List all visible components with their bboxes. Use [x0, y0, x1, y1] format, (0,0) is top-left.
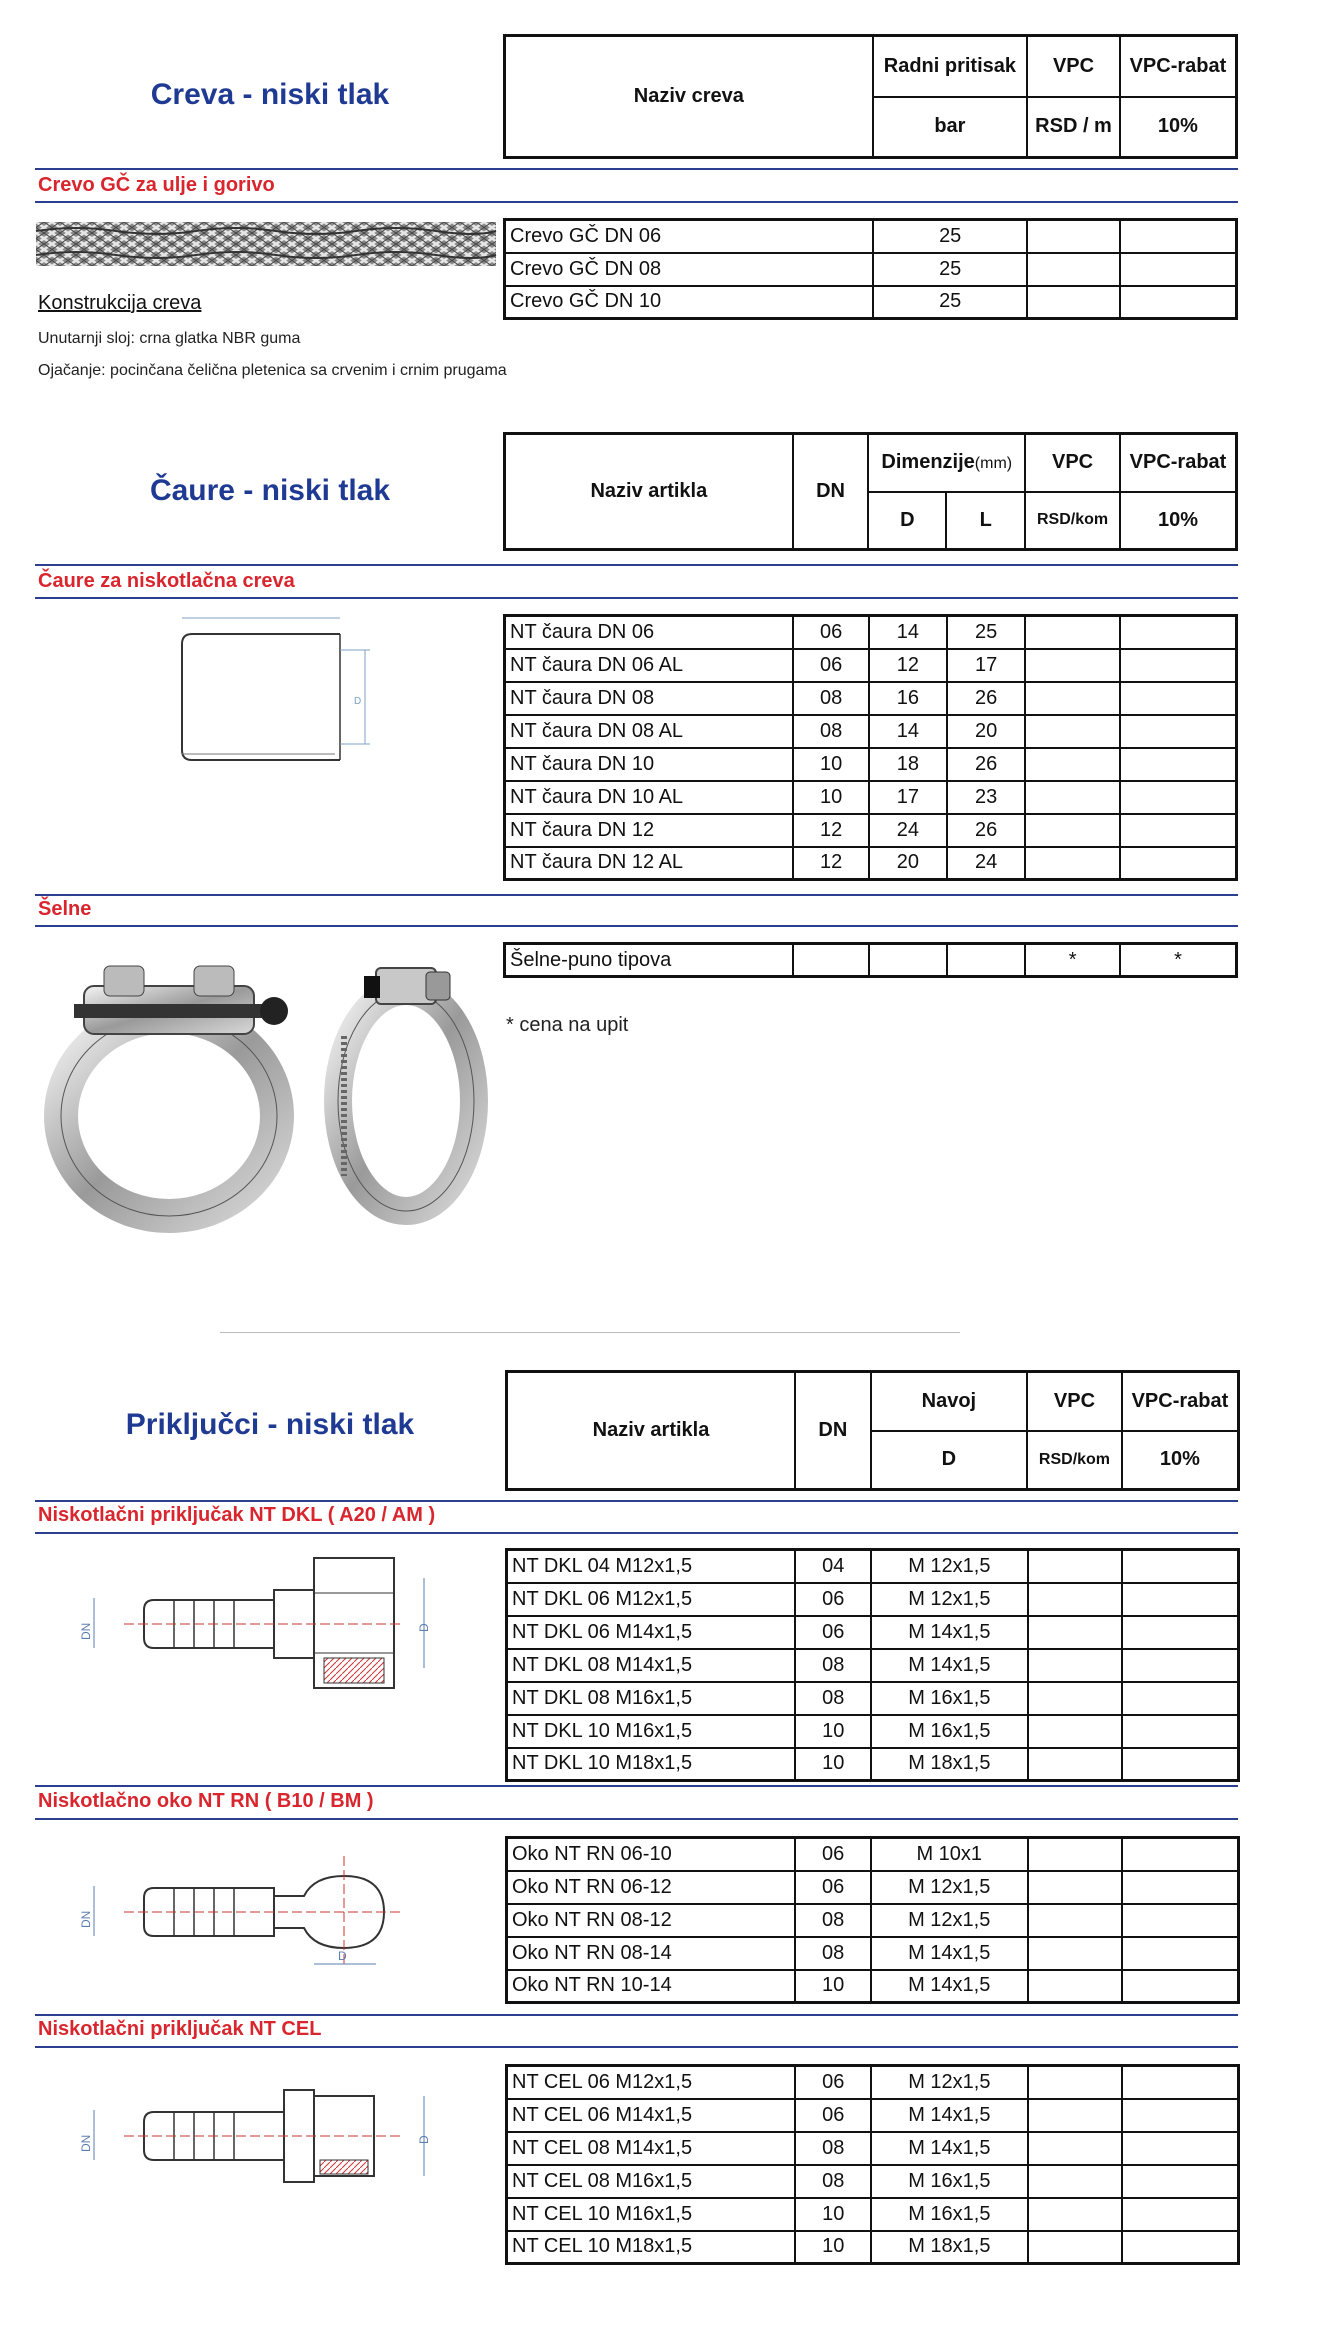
row-dn: 08: [795, 1649, 871, 1682]
table-row: [505, 814, 1237, 847]
row-d: 24: [869, 814, 947, 847]
header-naziv-artikla: Naziv artikla: [507, 1372, 796, 1490]
row-vpc: [1028, 2132, 1123, 2165]
row-d: M 12x1,5: [871, 1550, 1028, 1583]
row-vpc: [1025, 781, 1120, 814]
header-vpc: VPC: [1025, 434, 1120, 492]
header-d: D: [871, 1431, 1027, 1490]
row-vpc: [1028, 1904, 1123, 1937]
table-row: [505, 715, 1237, 748]
header-vpc-rabat: VPC-rabat: [1122, 1372, 1239, 1431]
row-l: 20: [947, 715, 1026, 748]
row-dn: 06: [795, 2099, 871, 2132]
row-d: M 14x1,5: [871, 2099, 1028, 2132]
row-rabat: [1122, 1583, 1238, 1616]
row-d: M 12x1,5: [871, 2066, 1028, 2099]
creva-title: Creva - niski tlak: [150, 78, 390, 111]
dim-dn-label: DN: [79, 1910, 93, 1928]
rn-title: Niskotlačno oko NT RN ( B10 / BM ): [38, 1790, 374, 1812]
dkl-title: Niskotlačni priključak NT DKL ( A20 / AM ): [38, 1504, 436, 1526]
row-rabat: [1120, 649, 1236, 682]
row-vpc: [1028, 2198, 1123, 2231]
row-name: NT DKL 08 M16x1,5: [507, 1682, 796, 1715]
header-d: D: [868, 492, 946, 550]
header-dimenzije: [868, 434, 1025, 492]
header-rabat-value: 10%: [1120, 97, 1237, 158]
row-dn: 08: [795, 1937, 871, 1970]
row-d: M 14x1,5: [871, 2132, 1028, 2165]
construction-label: Konstrukcija creva: [38, 292, 202, 314]
divider: [35, 168, 1238, 170]
row-name: NT CEL 10 M18x1,5: [507, 2231, 796, 2264]
header-dn: DN: [795, 1372, 871, 1490]
row-dn: 06: [795, 1838, 871, 1871]
creva-header-table: [503, 34, 1238, 159]
row-dn: 10: [795, 1715, 871, 1748]
row-rabat: [1120, 253, 1237, 286]
heavy-duty-clamp-image: [44, 946, 294, 1226]
row-d: [869, 944, 947, 977]
row-name: Oko NT RN 08-14: [507, 1937, 796, 1970]
table-row: [505, 847, 1237, 880]
row-rabat: [1122, 1904, 1238, 1937]
dimension-d-label: D: [354, 696, 362, 707]
row-l: 26: [947, 682, 1026, 715]
row-d: M 14x1,5: [871, 1649, 1028, 1682]
divider: [35, 597, 1238, 599]
row-name: NT DKL 06 M12x1,5: [507, 1583, 796, 1616]
row-l: 25: [947, 616, 1026, 649]
table-row: [507, 2099, 1239, 2132]
row-rabat: [1122, 1970, 1238, 2003]
row-name: NT CEL 08 M14x1,5: [507, 2132, 796, 2165]
row-d: 18: [869, 748, 947, 781]
row-rabat: [1120, 715, 1236, 748]
row-dn: 10: [795, 1970, 871, 2003]
table-row: [507, 2198, 1239, 2231]
row-d: M 16x1,5: [871, 1682, 1028, 1715]
row-dn: 10: [793, 748, 869, 781]
row-d: M 10x1: [871, 1838, 1028, 1871]
row-rabat: [1120, 682, 1236, 715]
row-name: NT DKL 10 M18x1,5: [507, 1748, 796, 1781]
row-rabat: [1122, 1649, 1238, 1682]
header-vpc-rabat: VPC-rabat: [1120, 434, 1237, 492]
row-dn: 06: [795, 1616, 871, 1649]
row-vpc: [1028, 2231, 1123, 2264]
braided-hose-image: [36, 222, 496, 266]
row-name: NT CEL 06 M14x1,5: [507, 2099, 796, 2132]
row-name: NT CEL 06 M12x1,5: [507, 2066, 796, 2099]
table-row: [505, 682, 1237, 715]
header-naziv-artikla: Naziv artikla: [505, 434, 793, 550]
divider: [35, 1500, 1238, 1502]
row-name: NT čaura DN 06 AL: [505, 649, 794, 682]
row-vpc: [1028, 1838, 1123, 1871]
row-d: 17: [869, 781, 947, 814]
divider: [35, 925, 1238, 927]
row-rabat: [1122, 2198, 1238, 2231]
row-rabat: [1122, 1715, 1238, 1748]
row-d: 20: [869, 847, 947, 880]
row-dn: 10: [795, 1748, 871, 1781]
row-rabat: *: [1120, 944, 1237, 977]
row-dn: 08: [793, 682, 869, 715]
row-rabat: [1120, 748, 1236, 781]
row-name: NT DKL 10 M16x1,5: [507, 1715, 796, 1748]
row-name: Šelne-puno tipova: [505, 944, 794, 977]
header-l: L: [946, 492, 1025, 550]
table-row: [507, 1550, 1239, 1583]
row-d: M 14x1,5: [871, 1937, 1028, 1970]
row-d: M 18x1,5: [871, 2231, 1028, 2264]
row-d: M 16x1,5: [871, 1715, 1028, 1748]
row-l: [947, 944, 1026, 977]
row-rabat: [1122, 1616, 1238, 1649]
row-name: NT čaura DN 12: [505, 814, 794, 847]
divider: [35, 894, 1238, 896]
table-row: [505, 781, 1237, 814]
row-vpc: *: [1025, 944, 1120, 977]
construction-note-1: Unutarnji sloj: crna glatka NBR guma: [38, 330, 301, 347]
construction-note-2: Ojačanje: pocinčana čelična pletenica sa crvenim i crnim prugama: [38, 362, 507, 379]
divider: [35, 1532, 1238, 1534]
header-vpc: VPC: [1027, 36, 1120, 97]
table-row: [507, 2231, 1239, 2264]
selne-title: Šelne: [38, 898, 92, 920]
table-row: [507, 2165, 1239, 2198]
row-dn: 10: [795, 2231, 871, 2264]
row-vpc: [1025, 682, 1120, 715]
row-vpc: [1028, 2099, 1123, 2132]
row-rabat: [1120, 814, 1236, 847]
rn-table: [505, 1836, 1240, 2004]
prikljucci-header-table: [505, 1370, 1240, 1491]
row-d: M 14x1,5: [871, 1970, 1028, 2003]
row-vpc: [1028, 1649, 1123, 1682]
creva-subtitle: Crevo GČ za ulje i gorivo: [38, 174, 275, 196]
row-l: 24: [947, 847, 1026, 880]
divider: [35, 564, 1238, 566]
row-vpc: [1027, 253, 1120, 286]
table-row: [507, 1748, 1239, 1781]
header-dimenzije-label: Dimenzije: [881, 451, 975, 474]
row-dn: 06: [795, 1871, 871, 1904]
row-vpc: [1025, 748, 1120, 781]
row-rabat: [1122, 1871, 1238, 1904]
row-rabat: [1122, 2066, 1238, 2099]
table-row: [507, 1871, 1239, 1904]
table-row: [505, 253, 1237, 286]
header-bar: bar: [873, 97, 1028, 158]
row-vpc: [1027, 220, 1120, 253]
row-dn: 08: [793, 715, 869, 748]
table-row: [507, 1682, 1239, 1715]
divider: [35, 1818, 1238, 1820]
row-name: NT čaura DN 08: [505, 682, 794, 715]
row-name: Oko NT RN 08-12: [507, 1904, 796, 1937]
divider: [220, 1332, 960, 1333]
table-row: [507, 2132, 1239, 2165]
row-l: 26: [947, 814, 1026, 847]
dim-d-label: D: [417, 1623, 431, 1632]
row-rabat: [1120, 847, 1236, 880]
divider: [35, 1785, 1238, 1787]
caure-title: Čaure - niski tlak: [149, 474, 391, 507]
row-rabat: [1122, 2231, 1238, 2264]
divider: [35, 2014, 1238, 2016]
row-rabat: [1120, 781, 1236, 814]
divider: [35, 2046, 1238, 2048]
row-dn: 12: [793, 847, 869, 880]
row-dn: 12: [793, 814, 869, 847]
row-l: 17: [947, 649, 1026, 682]
dkl-table: [505, 1548, 1240, 1782]
row-d: M 12x1,5: [871, 1904, 1028, 1937]
row-rabat: [1120, 220, 1237, 253]
row-name: NT DKL 06 M14x1,5: [507, 1616, 796, 1649]
row-name: Crevo GČ DN 06: [505, 220, 874, 253]
row-vpc: [1028, 1871, 1123, 1904]
table-row: [505, 220, 1237, 253]
dkl-fitting-drawing: [79, 1548, 454, 1698]
row-l: 23: [947, 781, 1026, 814]
row-vpc: [1025, 814, 1120, 847]
row-dn: 10: [795, 2198, 871, 2231]
row-vpc: [1028, 1616, 1123, 1649]
creva-table: [503, 218, 1238, 320]
table-row: [505, 649, 1237, 682]
row-dn: [793, 944, 869, 977]
table-row: [505, 286, 1237, 319]
row-dn: 06: [793, 616, 869, 649]
row-rabat: [1120, 286, 1237, 319]
row-rabat: [1122, 1937, 1238, 1970]
table-row: [507, 2066, 1239, 2099]
row-vpc: [1028, 1715, 1123, 1748]
header-rsd-kom: RSD/kom: [1027, 1431, 1122, 1490]
row-d: M 16x1,5: [871, 2165, 1028, 2198]
row-name: NT čaura DN 06: [505, 616, 794, 649]
cel-table: [505, 2064, 1240, 2265]
row-vpc: [1028, 2066, 1123, 2099]
header-rabat-value: 10%: [1122, 1431, 1239, 1490]
table-row: [507, 1649, 1239, 1682]
row-rabat: [1122, 2132, 1238, 2165]
row-d: M 16x1,5: [871, 2198, 1028, 2231]
sleeve-drawing: [170, 612, 380, 782]
row-dn: 08: [795, 1904, 871, 1937]
caure-table: [503, 614, 1238, 881]
dim-d-label: D: [338, 1949, 347, 1963]
row-dn: 08: [795, 2165, 871, 2198]
row-vpc: [1028, 1550, 1123, 1583]
row-pressure: 25: [873, 286, 1027, 319]
header-dimenzije-unit: (mm): [974, 455, 1013, 473]
row-rabat: [1122, 1682, 1238, 1715]
row-vpc: [1025, 847, 1120, 880]
row-dn: 08: [795, 1682, 871, 1715]
selne-table: [503, 942, 1238, 978]
table-row: [507, 1583, 1239, 1616]
row-vpc: [1028, 1937, 1123, 1970]
prikljucci-title: Priključci - niski tlak: [125, 1408, 415, 1441]
header-dn: DN: [793, 434, 869, 550]
rn-eye-fitting-drawing: [79, 1836, 454, 1976]
divider: [35, 201, 1238, 203]
row-name: Oko NT RN 06-10: [507, 1838, 796, 1871]
table-row: [507, 1715, 1239, 1748]
cel-title: Niskotlačni priključak NT CEL: [38, 2018, 322, 2040]
cel-fitting-drawing: [79, 2060, 454, 2210]
row-vpc: [1028, 1583, 1123, 1616]
table-row: [505, 616, 1237, 649]
row-vpc: [1027, 286, 1120, 319]
row-d: M 18x1,5: [871, 1748, 1028, 1781]
row-rabat: [1120, 616, 1236, 649]
row-dn: 08: [795, 2132, 871, 2165]
row-rabat: [1122, 1838, 1238, 1871]
row-name: NT CEL 08 M16x1,5: [507, 2165, 796, 2198]
row-name: Oko NT RN 06-12: [507, 1871, 796, 1904]
row-l: 26: [947, 748, 1026, 781]
caure-subtitle: Čaure za niskotlačna creva: [38, 570, 295, 592]
dim-dn-label: DN: [79, 1622, 93, 1640]
row-vpc: [1028, 1682, 1123, 1715]
caure-header-table: [503, 432, 1238, 551]
row-name: NT čaura DN 12 AL: [505, 847, 794, 880]
row-name: NT čaura DN 10: [505, 748, 794, 781]
header-naziv-creva: Naziv creva: [505, 36, 873, 158]
table-row: [507, 1838, 1239, 1871]
table-row: [505, 748, 1237, 781]
row-d: 12: [869, 649, 947, 682]
row-vpc: [1025, 649, 1120, 682]
header-radni-pritisak: Radni pritisak: [873, 36, 1028, 97]
row-d: M 12x1,5: [871, 1871, 1028, 1904]
row-vpc: [1025, 715, 1120, 748]
row-name: Crevo GČ DN 10: [505, 286, 874, 319]
row-name: NT CEL 10 M16x1,5: [507, 2198, 796, 2231]
header-vpc-rabat: VPC-rabat: [1120, 36, 1237, 97]
row-rabat: [1122, 1748, 1238, 1781]
selne-note: * cena na upit: [506, 1014, 629, 1036]
row-dn: 06: [795, 2066, 871, 2099]
header-navoj: Navoj: [871, 1372, 1027, 1431]
row-d: M 14x1,5: [871, 1616, 1028, 1649]
table-row: [507, 1616, 1239, 1649]
header-rsd-kom: RSD/kom: [1025, 492, 1120, 550]
row-vpc: [1028, 1748, 1123, 1781]
worm-gear-clamp-image: [316, 946, 486, 1226]
row-dn: 06: [793, 649, 869, 682]
header-rsd-m: RSD / m: [1027, 97, 1120, 158]
row-vpc: [1028, 2165, 1123, 2198]
row-pressure: 25: [873, 220, 1027, 253]
row-dn: 04: [795, 1550, 871, 1583]
row-d: 14: [869, 715, 947, 748]
row-name: Oko NT RN 10-14: [507, 1970, 796, 2003]
header-rabat-value: 10%: [1120, 492, 1237, 550]
row-rabat: [1122, 1550, 1238, 1583]
row-dn: 06: [795, 1583, 871, 1616]
row-name: NT čaura DN 08 AL: [505, 715, 794, 748]
dim-dn-label: DN: [79, 2134, 93, 2152]
row-name: NT DKL 08 M14x1,5: [507, 1649, 796, 1682]
row-name: NT DKL 04 M12x1,5: [507, 1550, 796, 1583]
table-row: [507, 1937, 1239, 1970]
row-d: M 12x1,5: [871, 1583, 1028, 1616]
row-rabat: [1122, 2099, 1238, 2132]
row-dn: 10: [793, 781, 869, 814]
row-d: 14: [869, 616, 947, 649]
row-name: NT čaura DN 10 AL: [505, 781, 794, 814]
row-vpc: [1025, 616, 1120, 649]
row-name: Crevo GČ DN 08: [505, 253, 874, 286]
row-rabat: [1122, 2165, 1238, 2198]
dim-d-label: D: [417, 2135, 431, 2144]
table-row: [507, 1970, 1239, 2003]
row-vpc: [1028, 1970, 1123, 2003]
table-row: [507, 1904, 1239, 1937]
header-vpc: VPC: [1027, 1372, 1122, 1431]
row-pressure: 25: [873, 253, 1027, 286]
row-d: 16: [869, 682, 947, 715]
table-row: [505, 944, 1237, 977]
